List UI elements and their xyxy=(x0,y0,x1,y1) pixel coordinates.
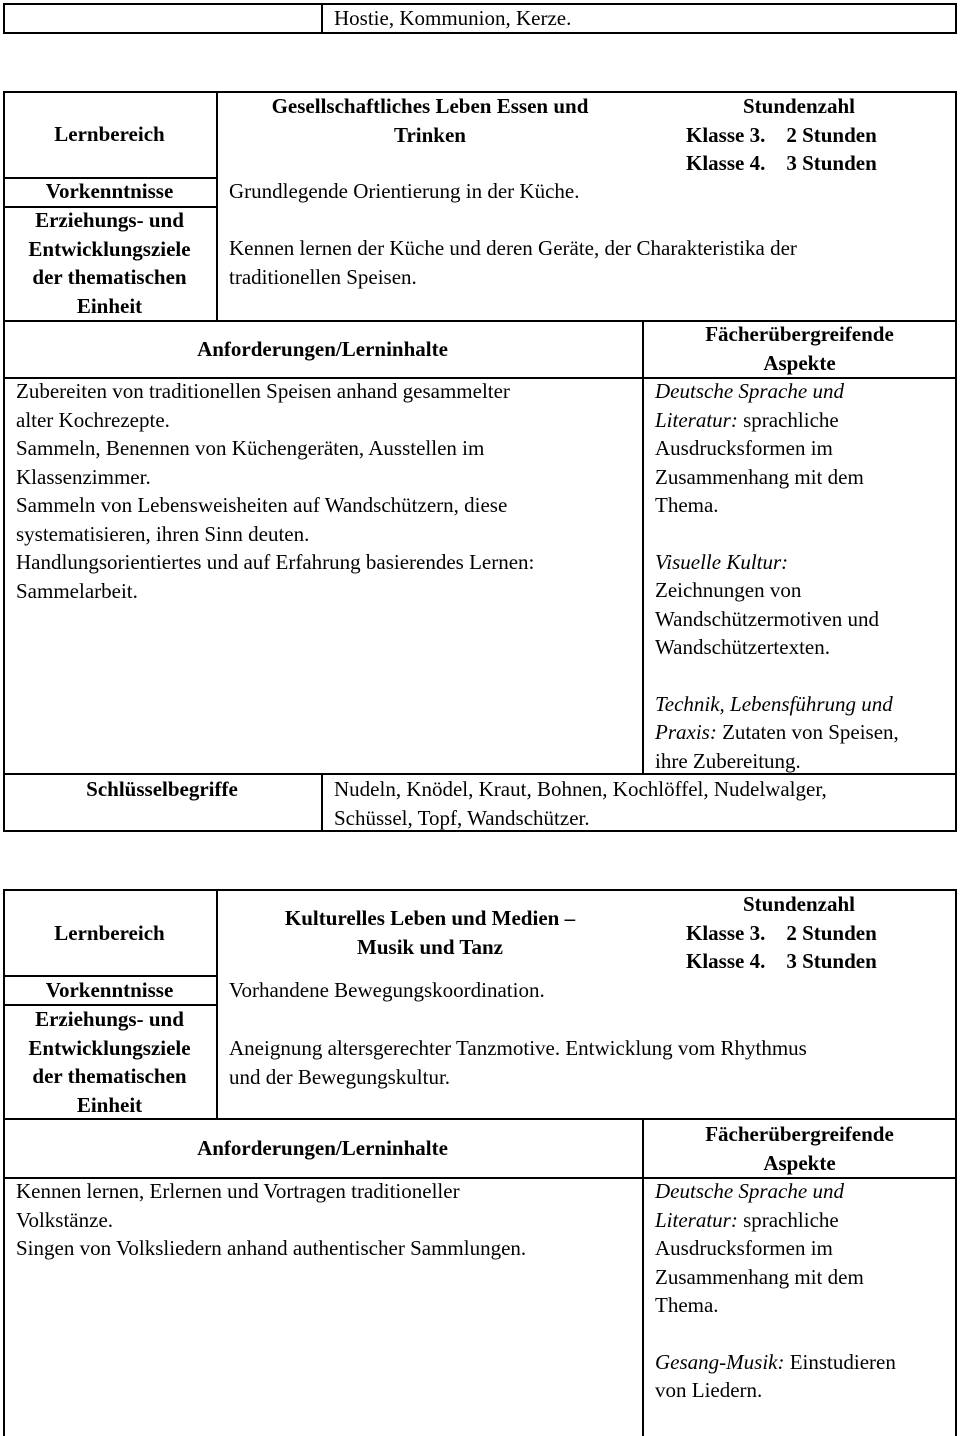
top-row-left-border xyxy=(3,3,5,34)
u1-content-text: Zubereiten von traditionellen Speisen anhand gesammelter alter Kochrezepte. Sammeln, Benennen von Küchengeräten, Ausstellen im Klassenzimmer. Sammeln von Lebensweisheiten auf Wandschützern, diese systematisieren, ihren Sinn deuten. Handlungsorientiertes und auf Erfahrung basierendes Lernen: Sammelarbeit. xyxy=(16,379,535,603)
u1-ziele-label: Erziehungs- und Entwicklungsziele der thematischen Einheit xyxy=(28,208,191,318)
u1-aspects-text: Deutsche Sprache und Literatur: sprachliche Ausdrucksformen im Zusammenhang mit dem Thema. Visuelle Kultur: Zeichnungen von Wandschützermotiven und Wandschützertexten. Technik, Lebensführung und Praxis: Zutaten von Speisen, ihre Zubereitung. xyxy=(655,379,899,773)
u1-klasse-3: Klasse 3. 2 Stunden xyxy=(686,122,877,147)
u1-border-right xyxy=(955,91,957,832)
u1-anforderungen-header: Anforderungen/Lerninhalte xyxy=(197,337,448,361)
u1-divider-schluessel xyxy=(321,773,323,832)
u2-vorkenntnisse-label: Vorkenntnisse xyxy=(45,978,174,1002)
u2-stundenzahl xyxy=(686,890,912,976)
u1-faecher-header: Fächerübergreifende Aspekte xyxy=(705,322,894,375)
u1-topic-title: Gesellschaftliches Leben Essen und Trinken xyxy=(271,94,589,147)
u1-stundenzahl-label: Stundenzahl xyxy=(742,94,856,118)
u2-ziele-text: Aneignung altersgerechter Tanzmotive. Entwicklung vom Rhythmus und der Bewegungskultur. xyxy=(229,1036,807,1089)
u2-border-right xyxy=(955,889,957,1436)
u1-aspect-deutsch: Deutsche Sprache und xyxy=(655,379,844,403)
u1-vorkenntnisse-label: Vorkenntnisse xyxy=(45,179,174,203)
u2-aspects-text: Deutsche Sprache und Literatur: sprachliche Ausdrucksformen im Zusammenhang mit dem Thema. Gesang-Musik: Einstudieren von Liedern. xyxy=(655,1179,896,1402)
top-cell-text: Hostie, Kommunion, Kerze. xyxy=(334,6,572,30)
u1-vorkenntnisse-text: Grundlegende Orientierung in der Küche. xyxy=(229,179,580,203)
u2-stundenzahl-label: Stundenzahl xyxy=(742,892,856,916)
u1-ziele-text: Kennen lernen der Küche und deren Geräte, der Charakteristika der traditionellen Speisen. xyxy=(229,236,797,289)
u2-klasse-4: Klasse 4. 3 Stunden xyxy=(686,949,877,973)
u1-lernbereich-label: Lernbereich xyxy=(54,122,165,146)
u2-anforderungen-header: Anforderungen/Lerninhalte xyxy=(197,1136,448,1160)
top-row-right-border xyxy=(955,3,957,34)
u2-faecher-header: Fächerübergreifende Aspekte xyxy=(705,1122,894,1175)
top-row-divider xyxy=(321,3,323,34)
u1-aspect-technik: Technik, Lebensführung und xyxy=(655,691,893,716)
u2-aspect-gesang: Gesang-Musik: Einstudieren xyxy=(655,1349,896,1374)
u1-stundenzahl xyxy=(686,92,912,178)
u1-divider-aspects xyxy=(642,320,644,775)
u2-lernbereich-label: Lernbereich xyxy=(54,921,165,945)
u2-klasse-3: Klasse 3. 2 Stunden xyxy=(686,920,877,945)
u2-content-text: Kennen lernen, Erlernen und Vortragen traditioneller Volkstänze. Singen von Volksliedern anhand authentischer Sammlungen. xyxy=(16,1179,527,1260)
u2-vorkenntnisse-text: Vorhandene Bewegungskoordination. xyxy=(229,978,545,1002)
u2-border-left xyxy=(3,889,5,1436)
u1-schluessel-text: Nudeln, Knödel, Kraut, Bohnen, Kochlöffel, Nudelwalger, Schüssel, Topf, Wandschützer. xyxy=(334,777,827,830)
u1-klasse-4: Klasse 4. 3 Stunden xyxy=(686,151,877,175)
u2-aspect-deutsch: Deutsche Sprache und xyxy=(655,1179,844,1203)
u2-topic-title: Kulturelles Leben und Medien – Musik und Tanz xyxy=(284,906,576,959)
u2-ziele-label: Erziehungs- und Entwicklungsziele der thematischen Einheit xyxy=(28,1007,191,1117)
u1-schluessel-label: Schlüsselbegriffe xyxy=(86,777,238,801)
u1-aspect-visuelle-kultur: Visuelle Kultur: xyxy=(655,549,789,574)
